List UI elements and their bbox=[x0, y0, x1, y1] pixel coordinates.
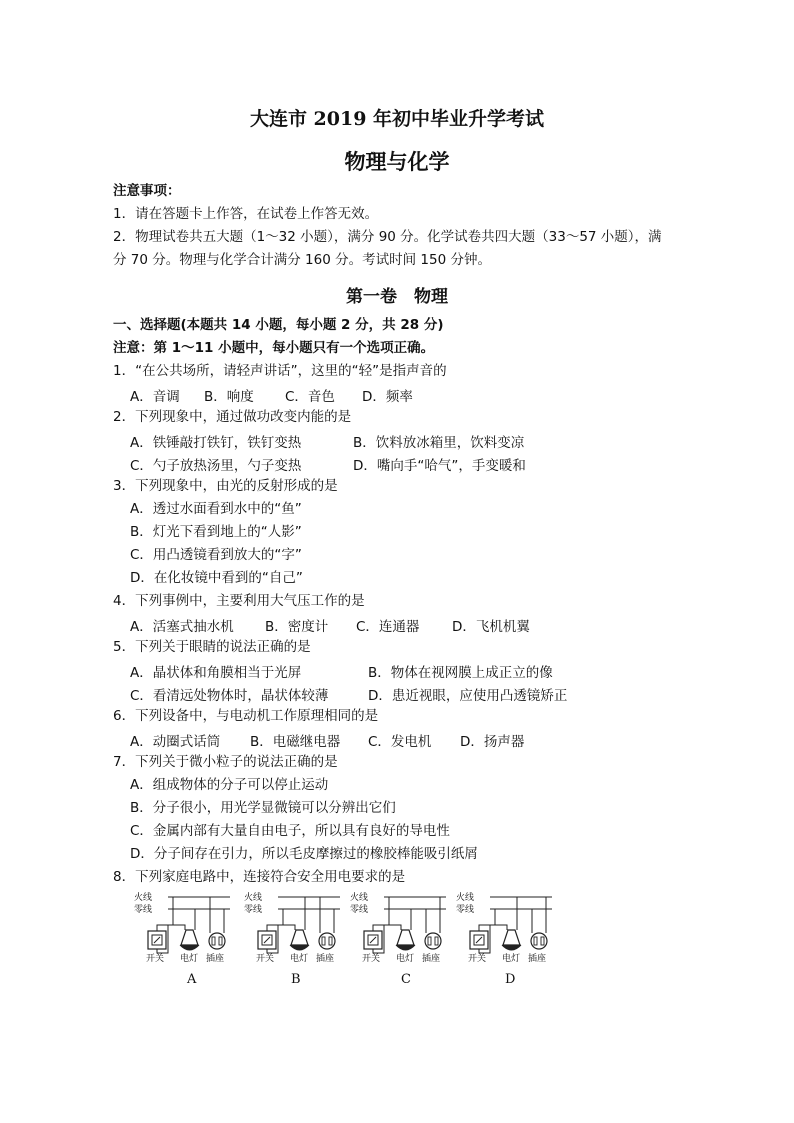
question-2-option-c: C．勺子放热汤里，勺子变热 bbox=[130, 458, 302, 474]
circuit-figure bbox=[0, 885, 794, 1005]
lamp-label: 电灯 bbox=[396, 954, 415, 964]
notice-item-2-cont: 分 70 分。物理与化学合计满分 160 分。考试时间 150 分钟。 bbox=[113, 252, 491, 268]
lamp-label: 电灯 bbox=[290, 954, 309, 964]
question-4-option-d: D．飞机机翼 bbox=[452, 619, 530, 635]
circuit-panel-d bbox=[456, 891, 552, 987]
question-7-option-a: A．组成物体的分子可以停止运动 bbox=[130, 777, 329, 793]
question-5-option-a: A．晶状体和角膜相当于光屏 bbox=[130, 665, 302, 681]
question-3-stem: 3．下列现象中，由光的反射形成的是 bbox=[113, 478, 338, 494]
question-4-option-a: A．活塞式抽水机 bbox=[130, 619, 234, 635]
question-2-option-b: B．饮料放冰箱里，饮料变凉 bbox=[353, 435, 525, 451]
question-3-option-a: A．透过水面看到水中的“鱼” bbox=[130, 501, 302, 517]
section-note: 注意：第 1～11 小题中，每小题只有一个选项正确。 bbox=[113, 340, 435, 356]
socket-label: 插座 bbox=[316, 954, 335, 964]
neutral-wire-label: 零线 bbox=[350, 905, 369, 915]
question-2-stem: 2．下列现象中，通过做功改变内能的是 bbox=[113, 409, 352, 425]
question-1-option-d: D．频率 bbox=[362, 389, 413, 405]
socket-label: 插座 bbox=[528, 954, 547, 964]
question-4-option-c: C．连通器 bbox=[356, 619, 420, 635]
question-3-option-c: C．用凸透镜看到放大的“字” bbox=[130, 547, 302, 563]
live-wire-label: 火线 bbox=[244, 893, 263, 903]
question-7-option-d: D．分子间存在引力，所以毛皮摩擦过的橡胶棒能吸引纸屑 bbox=[130, 846, 478, 862]
part-title: 第一卷 物理 bbox=[346, 287, 448, 307]
section-heading: 一、选择题(本题共 14 小题，每小题 2 分，共 28 分) bbox=[113, 317, 444, 333]
question-6-stem: 6．下列设备中，与电动机工作原理相同的是 bbox=[113, 708, 379, 724]
notice-item-1: 1．请在答题卡上作答，在试卷上作答无效。 bbox=[113, 206, 379, 222]
lamp-label: 电灯 bbox=[502, 954, 521, 964]
lamp-label: 电灯 bbox=[180, 954, 199, 964]
panel-label-d: D bbox=[505, 972, 516, 987]
socket-label: 插座 bbox=[422, 954, 441, 964]
switch-label: 开关 bbox=[146, 954, 165, 964]
question-8-stem: 8．下列家庭电路中，连接符合安全用电要求的是 bbox=[113, 869, 406, 885]
question-5-option-b: B．物体在视网膜上成正立的像 bbox=[368, 665, 553, 681]
neutral-wire-label: 零线 bbox=[134, 905, 153, 915]
exam-title: 大连市 2019 年初中毕业升学考试 bbox=[249, 108, 545, 130]
question-6-option-d: D．扬声器 bbox=[460, 734, 525, 750]
switch-label: 开关 bbox=[468, 954, 487, 964]
question-5-option-d: D．患近视眼，应使用凸透镜矫正 bbox=[368, 688, 568, 704]
question-5-option-c: C．看清远处物体时，晶状体较薄 bbox=[130, 688, 329, 704]
socket-label: 插座 bbox=[206, 954, 225, 964]
neutral-wire-label: 零线 bbox=[244, 905, 263, 915]
panel-label-c: C bbox=[401, 972, 411, 987]
question-6-option-c: C．发电机 bbox=[368, 734, 432, 750]
subject-title: 物理与化学 bbox=[344, 149, 450, 174]
question-3-option-d: D．在化妆镜中看到的“自己” bbox=[130, 570, 303, 586]
question-1-option-a: A．音调 bbox=[130, 389, 180, 405]
question-7-stem: 7．下列关于微小粒子的说法正确的是 bbox=[113, 754, 338, 770]
notice-heading: 注意事项： bbox=[113, 183, 181, 199]
question-5-stem: 5．下列关于眼睛的说法正确的是 bbox=[113, 639, 311, 655]
live-wire-label: 火线 bbox=[456, 893, 475, 903]
panel-label-b: B bbox=[291, 972, 301, 987]
question-1-option-b: B．响度 bbox=[204, 389, 254, 405]
question-4-option-b: B．密度计 bbox=[265, 619, 329, 635]
question-6-option-b: B．电磁继电器 bbox=[250, 734, 341, 750]
question-6-option-a: A．动圈式话筒 bbox=[130, 734, 221, 750]
neutral-wire-label: 零线 bbox=[456, 905, 475, 915]
question-3-option-b: B．灯光下看到地上的“人影” bbox=[130, 524, 302, 540]
question-1-option-c: C．音色 bbox=[285, 389, 335, 405]
circuit-panel-b bbox=[244, 891, 340, 987]
notice-item-2: 2．物理试卷共五大题（1～32 小题），满分 90 分。化学试卷共四大题（33～57 小题），满 bbox=[113, 229, 662, 245]
live-wire-label: 火线 bbox=[134, 893, 153, 903]
circuit-panel-c bbox=[350, 891, 446, 987]
question-7-option-c: C．金属内部有大量自由电子，所以具有良好的导电性 bbox=[130, 823, 450, 839]
switch-label: 开关 bbox=[256, 954, 275, 964]
question-7-option-b: B．分子很小，用光学显微镜可以分辨出它们 bbox=[130, 800, 396, 816]
question-4-stem: 4．下列事例中，主要利用大气压工作的是 bbox=[113, 593, 365, 609]
question-2-option-d: D．嘴向手“哈气”，手变暖和 bbox=[353, 458, 526, 474]
live-wire-label: 火线 bbox=[350, 893, 369, 903]
switch-label: 开关 bbox=[362, 954, 381, 964]
question-1-stem: 1．“在公共场所，请轻声讲话”，这里的“轻”是指声音的 bbox=[113, 363, 447, 379]
panel-label-a: A bbox=[187, 972, 197, 987]
circuit-panel-a bbox=[134, 891, 230, 987]
question-2-option-a: A．铁锤敲打铁钉，铁钉变热 bbox=[130, 435, 302, 451]
